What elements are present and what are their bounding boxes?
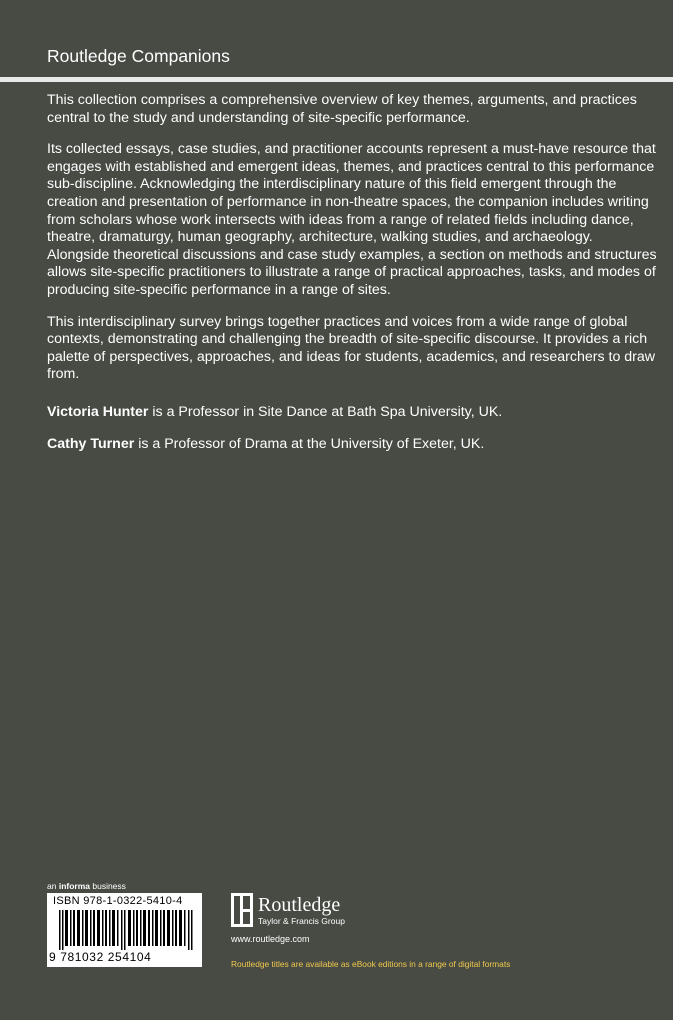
back-cover-blurb xyxy=(47,92,657,467)
editor-bio-1 xyxy=(47,404,657,422)
informa-tagline: an informa business xyxy=(47,881,126,891)
publisher-name: Routledge xyxy=(258,894,341,916)
ebook-availability-note: Routledge titles are available as eBook editions in a range of digital formats xyxy=(231,959,511,969)
series-title: Routledge Companions xyxy=(47,46,230,66)
editor-bio-text: is a Professor of Drama at the University of Exeter, UK. xyxy=(134,435,485,452)
routledge-logo-icon xyxy=(231,893,253,927)
isbn-label: ISBN 978-1-0322-5410-4 xyxy=(53,895,183,907)
blurb-paragraph-3: This interdisciplinary survey brings together practices and voices from a wide range of global contexts, demonstrating and challenging the breadth of site-specific discourse. It provides a rich palette of perspectives, approaches, and ideas for students, academics, and researchers to draw from. xyxy=(47,313,656,383)
barcode-icon xyxy=(59,910,195,950)
publisher-group: Taylor & Francis Group xyxy=(258,916,345,926)
barcode-number: 9 781032 254104 xyxy=(49,950,152,964)
editor-name: Cathy Turner xyxy=(47,435,135,452)
blurb-paragraph-1: This collection comprises a comprehensive overview of key themes, arguments, and practices central to the study and understanding of site-specific performance. xyxy=(47,92,637,126)
editor-name: Victoria Hunter xyxy=(47,403,149,420)
publisher-website: www.routledge.com xyxy=(231,934,310,944)
blurb-paragraph-2: Its collected essays, case studies, and practitioner accounts represent a must-have resource that engages with established and emergent ideas, themes, and practices central to this performance sub-discipline. Acknowledging the interdisciplinary nature of this field emergent through the creation and presentation of performance in non-theatre spaces, the companion includes writing from scholars whose work intersects with ideas from a range of related fields including dance, theatre, dramaturgy, human geography, architecture, walking studies, and archaeology. Alongside theoretical discussions and case study examples, a section on methods and structures allows site-specific practitioners to illustrate a range of practical approaches, tasks, and modes of producing site-specific performance in a range of sites. xyxy=(47,141,657,298)
editor-bio-2 xyxy=(47,436,657,454)
header-divider xyxy=(0,77,673,82)
editor-bio-text: is a Professor in Site Dance at Bath Spa University, UK. xyxy=(148,403,503,420)
isbn-barcode xyxy=(47,893,202,967)
